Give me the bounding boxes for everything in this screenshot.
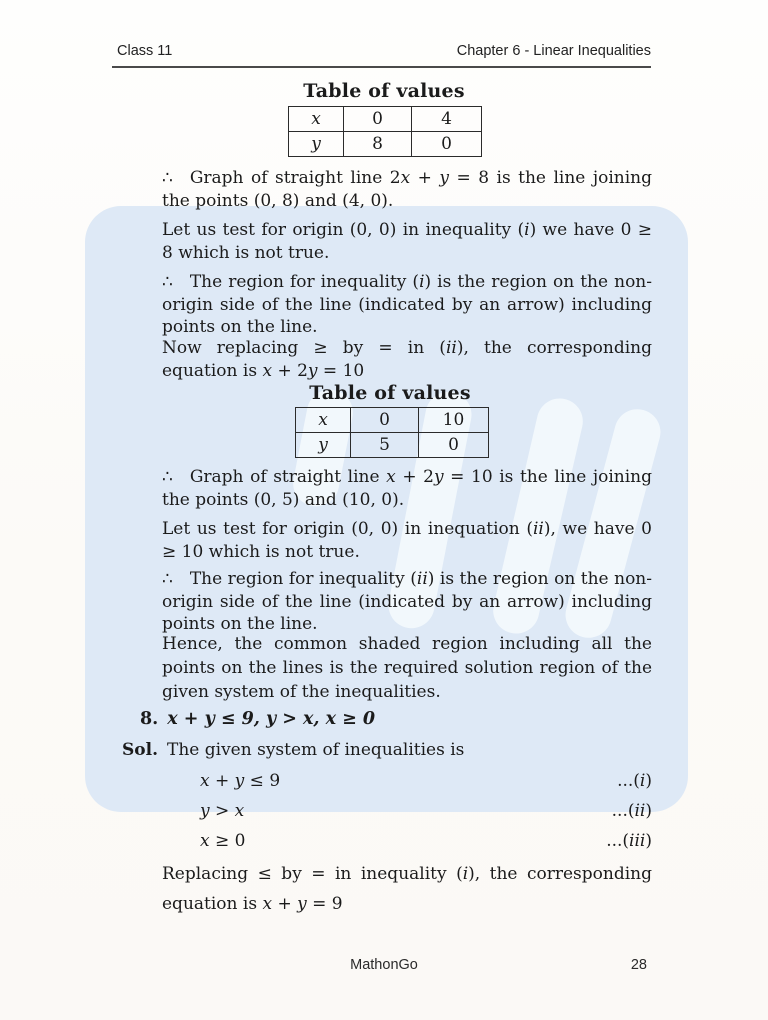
values-table-2	[295, 407, 489, 458]
footer-page-number: 28	[630, 957, 647, 973]
text-run: ii	[416, 569, 428, 589]
text-run: )	[645, 771, 652, 791]
text-run: x	[200, 771, 210, 791]
text-run: i	[462, 864, 469, 884]
text-run: x	[400, 168, 411, 188]
text-run: ii	[634, 801, 646, 821]
solution-text: The given system of inequalities is	[167, 740, 465, 760]
paragraph-conclusion	[162, 632, 652, 704]
text-run: Let us test for origin (0, 0) in inequality (	[162, 220, 525, 240]
text-run: The region for inequality (	[172, 272, 420, 292]
table-cell: 0	[351, 408, 419, 433]
text-run: )	[645, 831, 652, 851]
table-row	[289, 107, 482, 132]
text-run: Hence, the common shaded region including all the points on the lines is the required solution region of the given system of the inequalities.	[162, 634, 652, 702]
text-run: ii	[445, 338, 457, 358]
text-run: i	[524, 220, 530, 240]
text-run: Now replacing ≥ by = in (	[162, 338, 446, 358]
text-run: x	[234, 801, 245, 821]
table-row	[289, 132, 482, 157]
problem-number: 8.	[140, 709, 159, 729]
equation-number	[606, 831, 652, 851]
text-run: = 10 is the line joining the points (0, 5) and (10, 0).	[162, 467, 653, 510]
header-class-label: Class 11	[117, 43, 173, 59]
table-cell: 0	[419, 433, 489, 458]
text-run: ) is the region on the non-origin side of the line (indicated by an arrow) including points on the line.	[162, 272, 652, 337]
footer-brand: MathonGo	[350, 957, 418, 973]
text-run: ), the corresponding equation is	[162, 338, 652, 381]
text-run: ), the corresponding equation is	[162, 864, 652, 914]
text-run: The region for inequality (	[172, 569, 417, 589]
paragraph-region-2	[162, 568, 652, 636]
equation-number	[612, 801, 652, 821]
paragraph-origin-test-2	[162, 518, 652, 563]
text-run: x	[386, 467, 396, 487]
text-run: ...(	[611, 801, 635, 821]
equation-expression	[162, 801, 244, 821]
text-run: ∴	[162, 168, 173, 188]
text-run: ii	[532, 519, 544, 539]
text-run: iii	[629, 831, 646, 851]
text-run: Replacing ≤ by = in inequality (	[162, 864, 463, 884]
text-run: y	[297, 894, 307, 914]
table-cell: 0	[344, 107, 412, 132]
text-run: i	[639, 771, 646, 791]
text-run: ≥ 0	[209, 831, 246, 851]
text-run: ) we have 0 ≥ 8 which is not true.	[162, 220, 652, 263]
paragraph-graph-line-2	[162, 466, 652, 511]
equation-row	[162, 771, 652, 791]
table-cell: x	[296, 408, 351, 433]
text-run: + 2	[272, 360, 308, 381]
equation-row	[162, 831, 652, 851]
values-table-1	[288, 106, 482, 157]
table-cell: 8	[344, 132, 412, 157]
table-cell: 0	[412, 132, 482, 157]
equation-row	[162, 801, 652, 821]
text-run: +	[272, 894, 298, 914]
table-row	[296, 408, 489, 433]
text-run: ∴	[162, 272, 173, 292]
text-run: ∴	[162, 467, 173, 487]
paragraph-origin-test-1	[162, 219, 652, 264]
table-title: Table of values	[309, 382, 471, 404]
equation-expression	[162, 771, 280, 791]
text-run: >	[209, 801, 235, 821]
text-run: y	[200, 801, 210, 821]
text-run: Graph of straight line 2	[172, 168, 401, 188]
problem-8-statement	[140, 709, 652, 729]
text-run: )	[645, 801, 652, 821]
text-run: ≤ 9	[244, 771, 281, 791]
paragraph-graph-line-1	[162, 167, 652, 212]
text-run: x	[262, 894, 273, 914]
problem-inequalities: x + y ≤ 9, y > x, x ≥ 0	[167, 709, 376, 729]
text-run: ...(	[617, 771, 640, 791]
table-row	[296, 433, 489, 458]
text-run: Graph of straight line	[172, 467, 387, 487]
text-run: x	[262, 360, 273, 381]
text-run: = 8 is the line joining the points (0, 8) and (4, 0).	[162, 168, 652, 211]
text-run: = 9	[306, 894, 343, 914]
text-run: + 2	[395, 467, 434, 487]
table-cell: 5	[351, 433, 419, 458]
solution-intro	[122, 740, 652, 760]
equation-expression	[162, 831, 245, 851]
paragraph-replace-2	[162, 859, 652, 919]
solution-label: Sol.	[122, 740, 158, 760]
text-run: +	[209, 771, 235, 791]
text-run: ), we have 0 ≥ 10 which is not true.	[162, 519, 652, 562]
table-cell: y	[289, 132, 344, 157]
text-run: Let us test for origin (0, 0) in inequation (	[162, 519, 533, 539]
table-title: Table of values	[303, 80, 465, 102]
table-cell: 4	[412, 107, 482, 132]
table-cell: 10	[419, 408, 489, 433]
paragraph-replace-1	[162, 337, 652, 382]
header-chapter-label: Chapter 6 - Linear Inequalities	[456, 43, 651, 59]
paragraph-region-1	[162, 271, 652, 339]
text-run: ...(	[606, 831, 630, 851]
text-run: y	[234, 771, 245, 791]
text-run: ) is the region on the non-origin side of the line (indicated by an arrow) including points on the line.	[162, 569, 652, 634]
table-cell: x	[289, 107, 344, 132]
text-run: y	[433, 467, 444, 487]
text-run: i	[419, 272, 425, 292]
text-run: +	[410, 168, 440, 188]
text-run: = 10	[317, 360, 365, 381]
header-rule	[112, 66, 651, 68]
text-run: y	[307, 360, 318, 381]
text-run: ∴	[162, 569, 173, 589]
equation-number	[617, 771, 652, 791]
text-run: y	[439, 168, 449, 188]
text-run: x	[200, 831, 210, 851]
table-cell: y	[296, 433, 351, 458]
